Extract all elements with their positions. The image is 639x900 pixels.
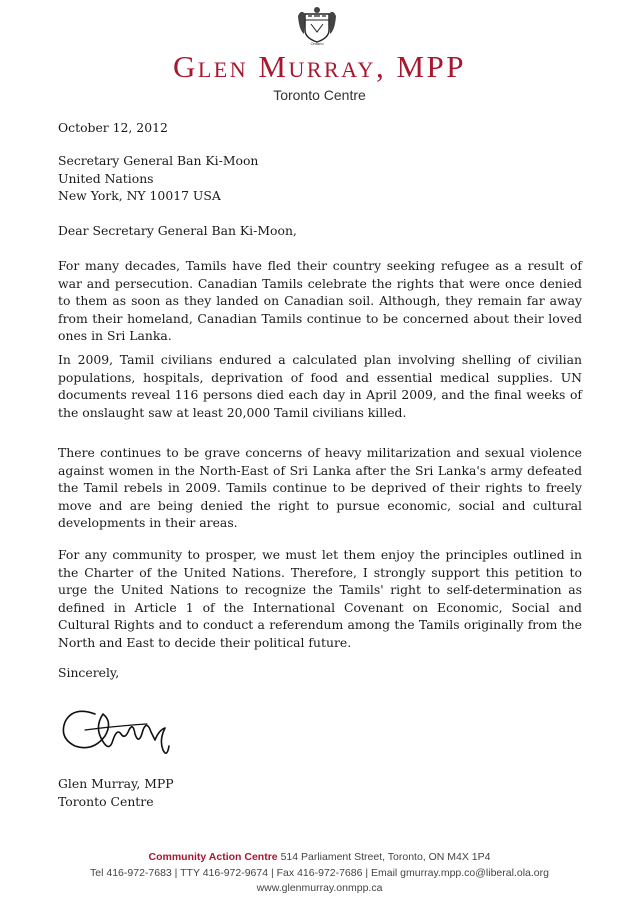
closing: Sincerely, <box>58 665 120 680</box>
letterhead-name: Glen Murray, MPP <box>172 49 466 84</box>
recipient-address <box>58 152 582 205</box>
body-paragraph: For any community to prosper, we must let them enjoy the principles outlined in the Charter of the United Nations. Therefore, I strongly support this petition to urge the United Nations to recognize the Tamils' right to self-determination as defined in Article 1 of the International Covenant on Economic, Social and Cultural Rights and to conduct a referendum among the Tamils originally from the North and East to decide their political future. <box>58 547 582 650</box>
recipient-line: New York, NY 10017 USA <box>58 188 221 204</box>
body-paragraph: There continues to be grave concerns of heavy militarization and sexual violence against women in the North-East of Sri Lanka after the Sri Lanka's army defeated the Tamil rebels in 2009. Tamils continue to be deprived of their rights to freely move and are being denied the right to pursue economic, social and cultural developments in their areas. <box>58 445 582 531</box>
body-paragraph: In 2009, Tamil civilians endured a calculated plan involving shelling of civilian populations, hospitals, deprivation of food and essential medical supplies. UN documents reveal 116 persons died each day in April 2009, and the final weeks of the onslaught saw at least 20,000 Tamil civilians killed. <box>58 352 582 420</box>
footer-office <box>0 850 639 864</box>
body-paragraph: For many decades, Tamils have fled their country seeking refugee as a result of war and persecution. Canadian Tamils celebrate the rights that were once denied to them as soon as they landed on Canadian soil. Although, they remain far away from their homeland, Canadian Tamils continue to be concerned about their loved ones in Sri Lanka. <box>58 258 582 344</box>
signoff-riding: Toronto Centre <box>58 793 154 809</box>
recipient-line: United Nations <box>58 170 154 186</box>
handwritten-signature <box>55 700 195 762</box>
letter-date: October 12, 2012 <box>58 120 168 135</box>
footer-office-name: Community Action Centre <box>148 851 278 863</box>
footer-website: www.glenmurray.onmpp.ca <box>256 882 383 894</box>
signoff <box>58 775 582 810</box>
footer-contact: Tel 416-972-7683 | TTY 416-972-9674 | Fax 416-972-7686 | Email gmurray.mpp.co@liberal.ola.org <box>90 867 549 879</box>
recipient-line: Secretary General Ban Ki-Moon <box>58 153 259 168</box>
ontario-crest-logo <box>296 6 338 46</box>
signoff-name: Glen Murray, MPP <box>58 776 174 791</box>
footer-address: 514 Parliament Street, Toronto, ON M4X 1P4 <box>280 851 491 863</box>
letterhead-riding: Toronto Centre <box>273 87 366 103</box>
crest-caption: Ontario <box>310 41 324 46</box>
salutation: Dear Secretary General Ban Ki-Moon, <box>58 223 297 238</box>
